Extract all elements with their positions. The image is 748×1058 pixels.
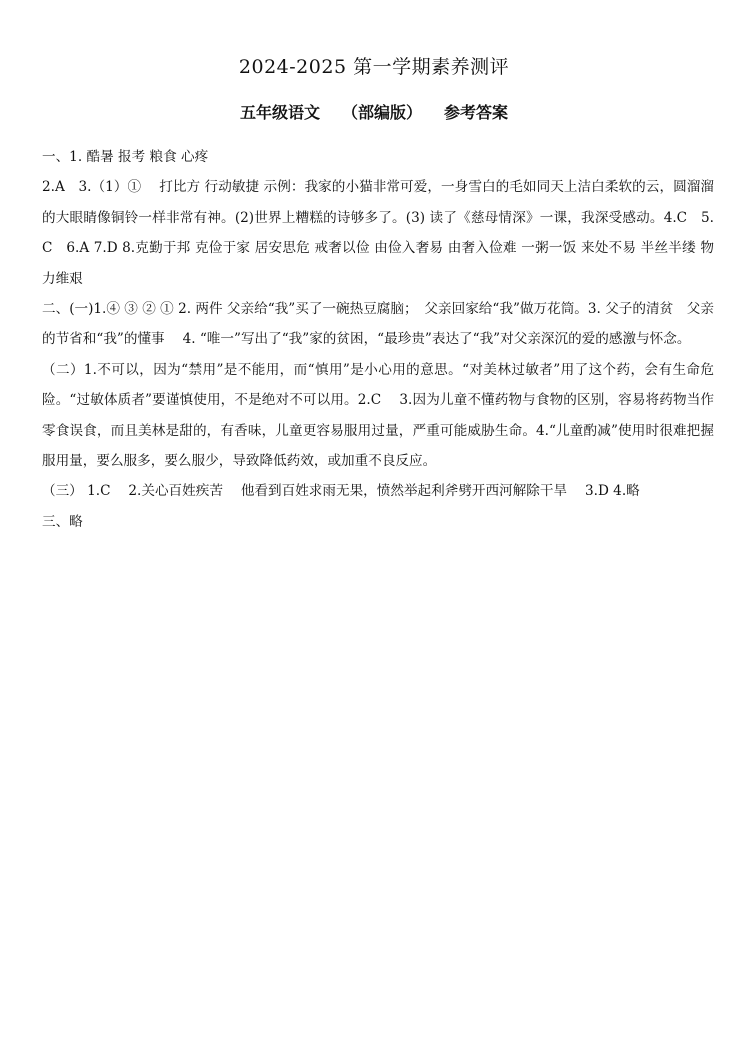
subtitle-edition: （部编版） bbox=[341, 103, 422, 122]
document-title: 2024-2025 第一学期素养测评 bbox=[238, 56, 510, 78]
answer-section-1-q1: 一、1. 酷暑 报考 粮食 心疼 bbox=[42, 149, 209, 165]
answer-body bbox=[42, 142, 714, 537]
subtitle-label: 参考答案 bbox=[444, 103, 509, 122]
answer-section-2-part-3: （三） 1.C 2.关心百姓疾苦 他看到百姓求雨无果，愤然举起利斧劈开西河解除干旱 3.D 4.略 bbox=[42, 483, 640, 500]
answer-section-2-part-1: 二、(一)1.④ ③ ② ① 2. 两件 父亲给“我”买了一碗热豆腐脑； 父亲回家给“我”做万花筒。3. 父子的清贫 父亲的节省和“我”的懂事 4. “唯一”写出了“我”家的贫困，“最珍贵”表达了“我”对父亲深沉的爱的感激与怀念。 bbox=[42, 301, 714, 348]
subtitle-grade: 五年级语文 bbox=[239, 103, 320, 122]
answer-section-2-part-2: （二）1.不可以，因为“禁用”是不能用，而“慎用”是小心用的意思。“对美林过敏者”用了这个药，会有生命危险。“过敏体质者”要谨慎使用，不是绝对不可以用。2.C 3.因为儿童不懂药物与食物的区别，容易将药物当作零食误食，而且美林是甜的，有香味，儿童更容易服用过量，严重可能威胁生命。4.“儿童酌减”使用时很难把握服用量，要么服多，要么服少，导致降低药效，或加重不良反应。 bbox=[42, 361, 714, 470]
document-subtitle bbox=[0, 100, 748, 123]
answer-section-3: 三、略 bbox=[42, 513, 83, 530]
answer-section-1-rest: 2.A 3.（1）① 打比方 行动敏捷 示例：我家的小猫非常可爱，一身雪白的毛如同天上洁白柔软的云，圆溜溜的大眼睛像铜铃一样非常有神。(2)世界上糟糕的诗够多了。(3) 读了《慈母情深》一课，我深受感动。4.C 5.C 6.A 7.D 8.克勤于邦 克俭于家 居安思危 戒奢以俭 由俭入奢易 由奢入俭难 一粥一饭 来处不易 半丝半缕 物力维艰 bbox=[42, 179, 714, 287]
